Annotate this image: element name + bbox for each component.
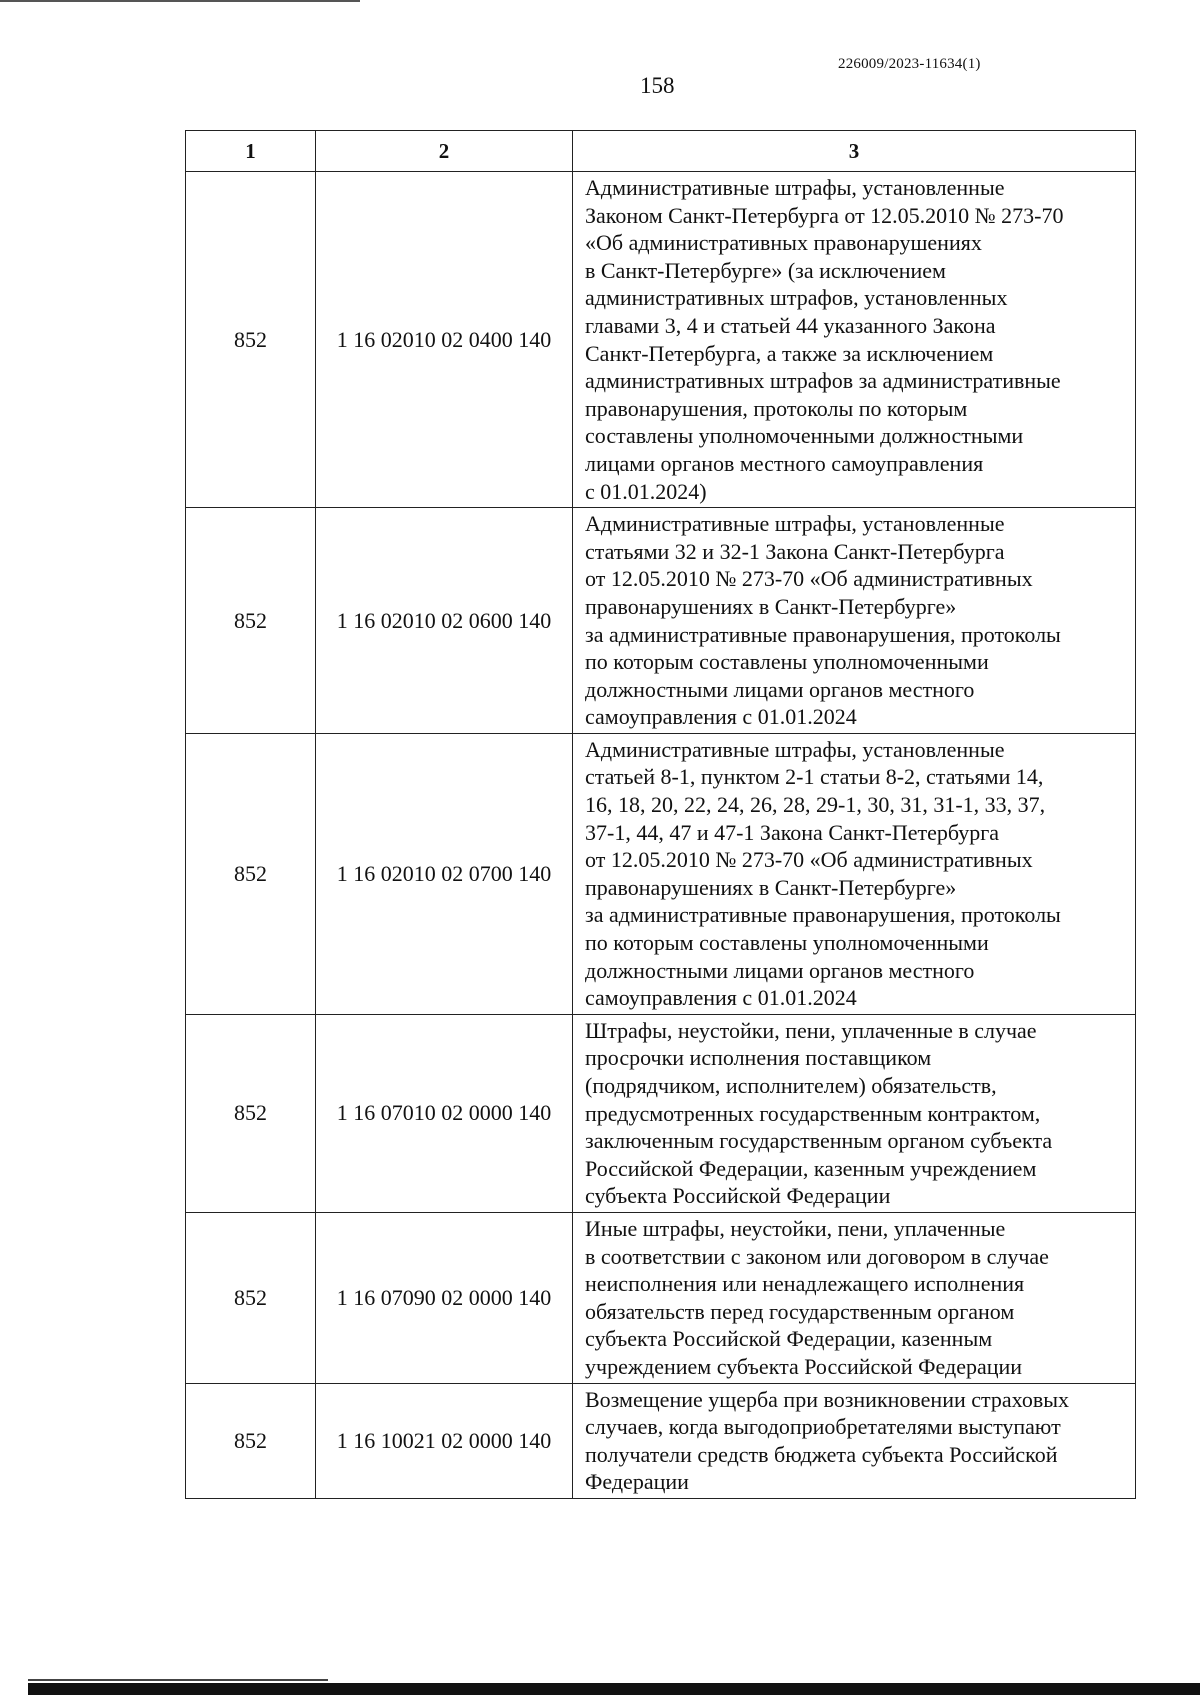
table-row: [186, 733, 1136, 1014]
description-cell: Административные штрафы, установленные Законом Санкт-Петербурга от 12.05.2010 № 273-70 «Об административных правонарушениях в Санкт-Петербурге» (за исключением административных штрафов, установленных главами 3, 4 и статьей 44 указанного Закона Санкт-Петербурга, а также за исключением административных штрафов за административные правонарушения, протоколы по которым составлены уполномоченными должностными лицами органов местного самоуправления с 01.01.2024): [573, 172, 1136, 508]
scan-bottom-edge-line: [28, 1679, 328, 1681]
admin-code-cell: 852: [186, 1014, 316, 1212]
table-row: [186, 1014, 1136, 1212]
budget-code-cell: 1 16 02010 02 0700 140: [316, 733, 573, 1014]
scan-bottom-edge-band: [28, 1683, 1200, 1695]
table-row: [186, 508, 1136, 734]
table-row: [186, 172, 1136, 508]
document-registration-number: 226009/2023-11634(1): [838, 56, 981, 72]
description-cell: Административные штрафы, установленные статьями 32 и 32-1 Закона Санкт-Петербурга от 12.05.2010 № 273-70 «Об административных правонарушениях в Санкт-Петербурге» за административные правонарушения, протоколы по которым составлены уполномоченными должностными лицами органов местного самоуправления с 01.01.2024: [573, 508, 1136, 734]
admin-code-cell: 852: [186, 733, 316, 1014]
budget-codes-table: [185, 130, 1136, 1499]
admin-code-cell: 852: [186, 508, 316, 734]
table-header-row: [186, 131, 1136, 172]
description-cell: Штрафы, неустойки, пени, уплаченные в случае просрочки исполнения поставщиком (подрядчиком, исполнителем) обязательств, предусмотренных государственным контрактом, заключенным государственным органом субъекта Российской Федерации, казенным учреждением субъекта Российской Федерации: [573, 1014, 1136, 1212]
budget-code-cell: 1 16 02010 02 0600 140: [316, 508, 573, 734]
budget-code-cell: 1 16 10021 02 0000 140: [316, 1383, 573, 1498]
description-cell: Возмещение ущерба при возникновении страховых случаев, когда выгодоприобретателями выступают получатели средств бюджета субъекта Российской Федерации: [573, 1383, 1136, 1498]
scan-top-edge-line: [0, 0, 360, 2]
budget-code-cell: 1 16 07010 02 0000 140: [316, 1014, 573, 1212]
description-cell: Административные штрафы, установленные статьей 8-1, пунктом 2-1 статьи 8-2, статьями 14, 16, 18, 20, 22, 24, 26, 28, 29-1, 30, 31, 31-1, 33, 37, 37-1, 44, 47 и 47-1 Закона Санкт-Петербурга от 12.05.2010 № 273-70 «Об административных правонарушениях в Санкт-Петербурге» за административные правонарушения, протоколы по которым составлены уполномоченными должностными лицами органов местного самоуправления с 01.01.2024: [573, 733, 1136, 1014]
page-number: 158: [640, 73, 675, 98]
description-cell: Иные штрафы, неустойки, пени, уплаченные в соответствии с законом или договором в случае неисполнения или ненадлежащего исполнения обязательств перед государственным органом субъекта Российской Федерации, казенным учреждением субъекта Российской Федерации: [573, 1212, 1136, 1383]
table-row: [186, 1383, 1136, 1498]
column-header-3: 3: [573, 131, 1136, 172]
column-header-1: 1: [186, 131, 316, 172]
table-row: [186, 1212, 1136, 1383]
admin-code-cell: 852: [186, 172, 316, 508]
budget-code-cell: 1 16 02010 02 0400 140: [316, 172, 573, 508]
admin-code-cell: 852: [186, 1383, 316, 1498]
column-header-2: 2: [316, 131, 573, 172]
budget-code-cell: 1 16 07090 02 0000 140: [316, 1212, 573, 1383]
budget-codes-table-container: [185, 130, 1135, 1499]
admin-code-cell: 852: [186, 1212, 316, 1383]
